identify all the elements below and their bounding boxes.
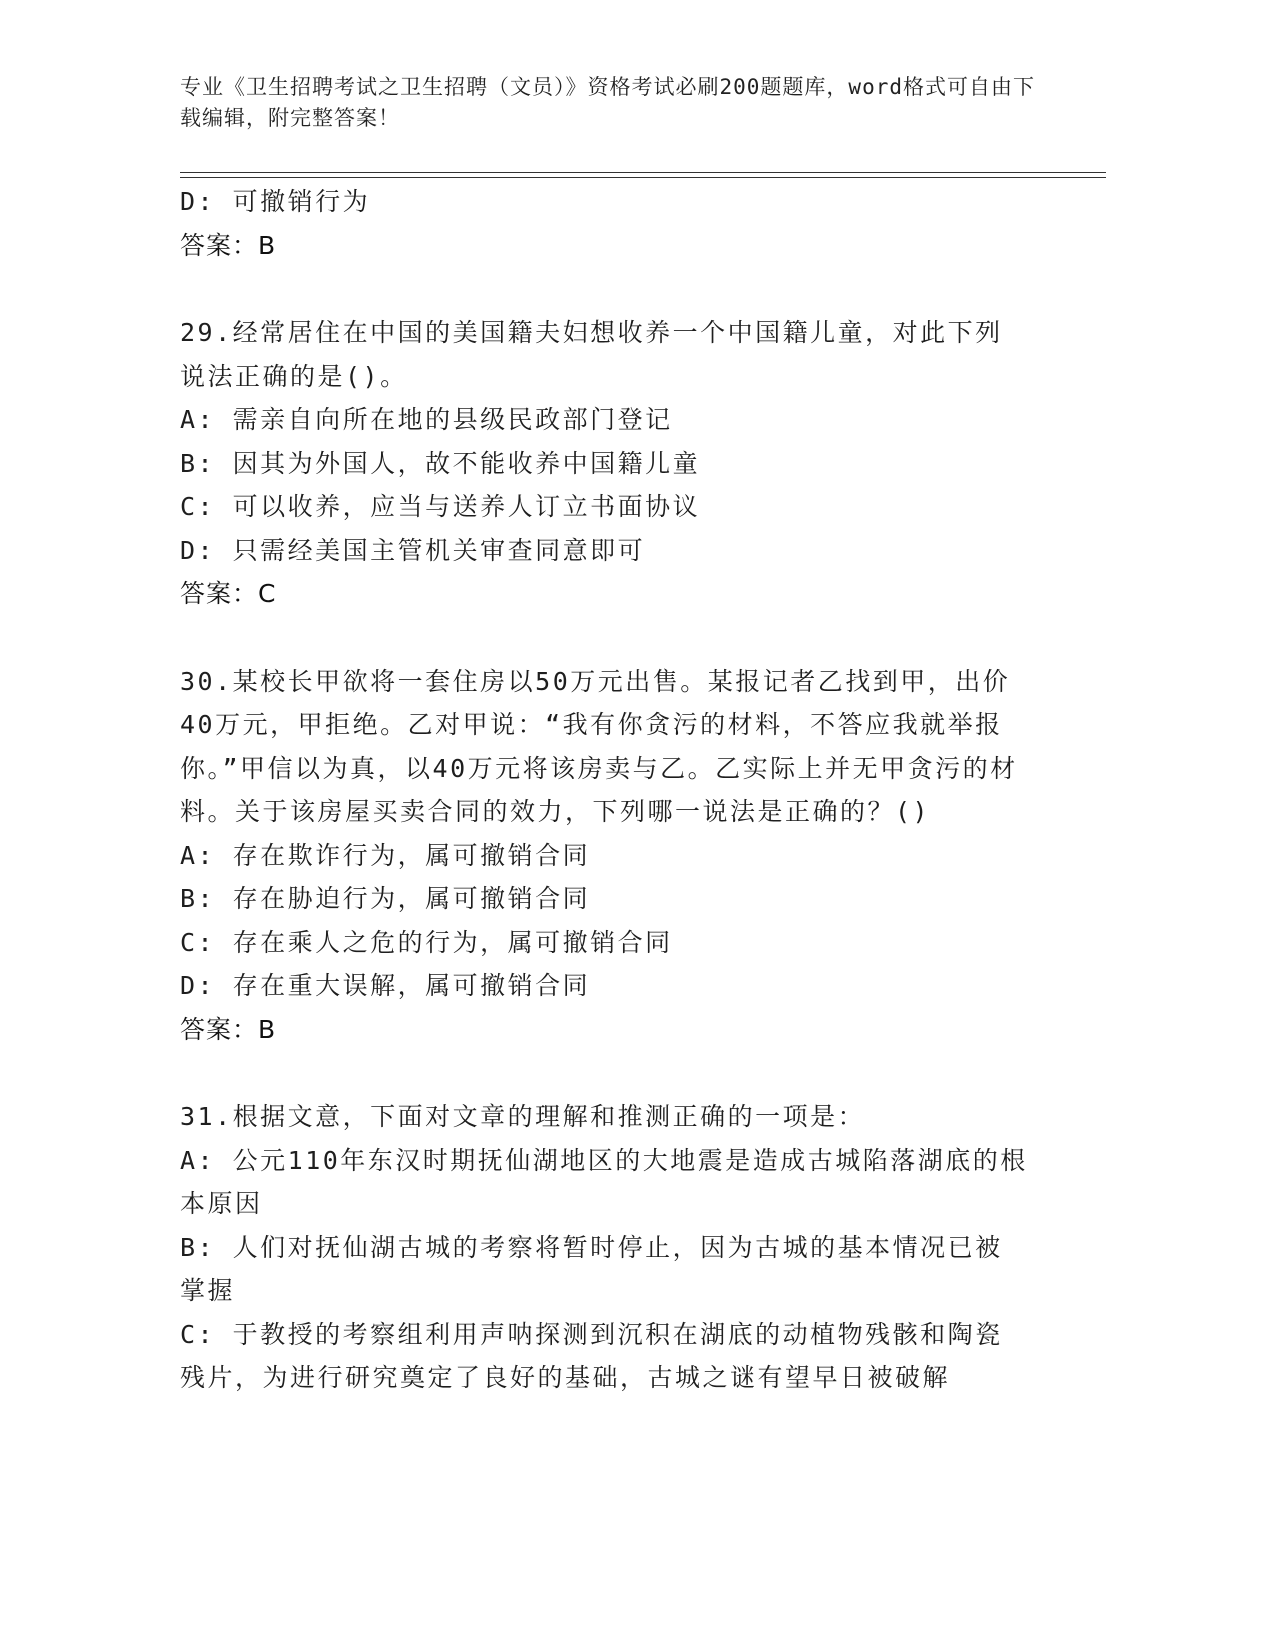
option-b: B: 人们对抚仙湖古城的考察将暂时停止，因为古城的基本情况已被掌握 (180, 1232, 1003, 1305)
option-a: A: 需亲自向所在地的县级民政部门登记 (180, 405, 673, 434)
answer-label: 答案：C (180, 579, 277, 608)
answer-label: 答案：B (180, 1014, 277, 1044)
option-c: C: 可以收养，应当与送养人订立书面协议 (180, 492, 701, 521)
question-28-fragment (180, 180, 1030, 267)
page-header: 专业《卫生招聘考试之卫生招聘（文员）》资格考试必刷200题题库，word格式可自由下载编辑，附完整答案！ (180, 75, 1035, 130)
header-divider-line-double (180, 177, 1106, 178)
answer-label: 答案：B (180, 230, 277, 260)
option-b: B: 因其为外国人，故不能收养中国籍儿童 (180, 448, 701, 478)
spacer (180, 267, 1030, 311)
header-divider-line (180, 172, 1106, 173)
option-d: D: 存在重大误解，属可撤销合同 (180, 971, 591, 1000)
question-stem: 31.根据文意，下面对文章的理解和推测正确的一项是： (180, 1102, 866, 1131)
option-a: A: 存在欺诈行为，属可撤销合同 (180, 840, 591, 870)
question-stem: 30.某校长甲欲将一套住房以50万元出售。某报记者乙找到甲，出价40万元，甲拒绝。乙对甲说：“我有你贪污的材料，不答应我就举报你。”甲信以为真，以40万元将该房卖与乙。乙实际上并无甲贪污的材料。关于该房屋买卖合同的效力，下列哪一说法是正确的？() (180, 666, 1018, 826)
question-content (180, 180, 1030, 1400)
spacer (180, 1051, 1030, 1095)
option-d: D: 只需经美国主管机关审查同意即可 (180, 535, 646, 565)
option-c: C: 于教授的考察组利用声呐探测到沉积在湖底的动植物残骸和陶瓷残片，为进行研究奠定了良好的基础，古城之谜有望早日被破解 (180, 1319, 1003, 1392)
question-29 (180, 311, 1030, 616)
question-30 (180, 660, 1030, 1052)
option-a: A: 公元110年东汉时期抚仙湖地区的大地震是造成古城陷落湖底的根本原因 (180, 1145, 1028, 1218)
option-d: D: 可撤销行为 (180, 187, 371, 216)
question-stem: 29.经常居住在中国的美国籍夫妇想收养一个中国籍儿童，对此下列说法正确的是()。 (180, 318, 1003, 391)
question-31 (180, 1095, 1030, 1400)
option-c: C: 存在乘人之危的行为，属可撤销合同 (180, 927, 673, 957)
spacer (180, 616, 1030, 660)
option-b: B: 存在胁迫行为，属可撤销合同 (180, 884, 591, 913)
